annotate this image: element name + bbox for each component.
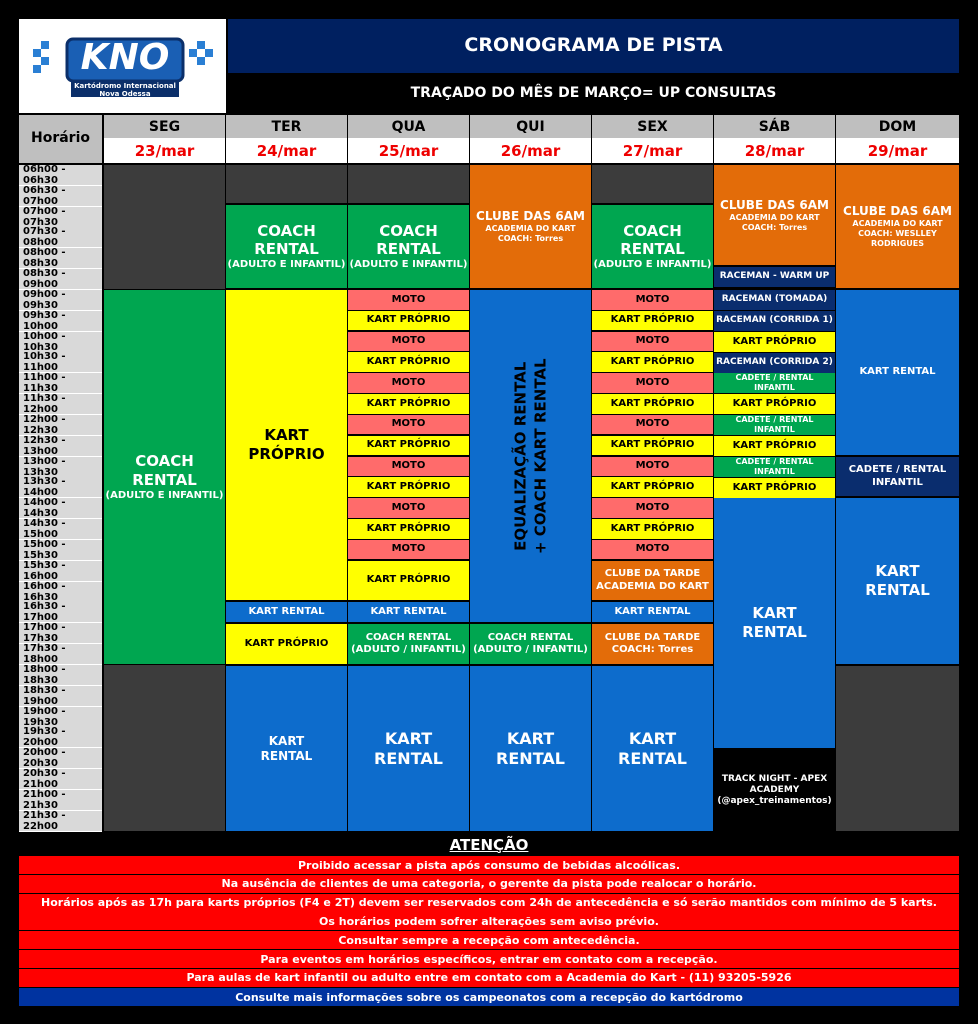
day-header-qui: QUI [470, 115, 591, 138]
sex-slot-kart-proprio: KART PRÓPRIO [592, 519, 713, 539]
time-slot: 07h00 - 07h30 [19, 207, 102, 228]
date-header-qua: 25/mar [348, 138, 469, 163]
time-slot: 15h30 - 16h00 [19, 561, 102, 582]
qua-slot-moto: MOTO [348, 332, 469, 352]
qua-kart-rental-evening: KART RENTAL [348, 666, 469, 831]
time-slot: 08h00 - 08h30 [19, 248, 102, 269]
sab-cadete-rental-infantil: CADETE / RENTAL INFANTIL [714, 373, 835, 393]
ter-kart-rental-evening: KART RENTAL [226, 666, 347, 831]
time-slot: 18h00 - 18h30 [19, 665, 102, 686]
time-slot: 08h30 - 09h00 [19, 269, 102, 290]
qua-slot-moto: MOTO [348, 457, 469, 477]
sab-raceman-corrida-2: RACEMAN (CORRIDA 2) [714, 353, 835, 373]
sab-raceman-warmup: RACEMAN - WARM UP [714, 267, 835, 287]
sex-kart-rental-evening: KART RENTAL [592, 666, 713, 831]
sex-slot-moto: MOTO [592, 498, 713, 518]
ter-early-empty [226, 165, 347, 203]
time-slot: 12h00 - 12h30 [19, 415, 102, 436]
sex-slot-moto: MOTO [592, 415, 713, 435]
sab-kart-proprio: KART PRÓPRIO [714, 436, 835, 456]
sex-slot-kart-proprio: KART PRÓPRIO [592, 477, 713, 497]
qua-slot-kart-proprio: KART PRÓPRIO [348, 436, 469, 456]
date-header-qui: 26/mar [470, 138, 591, 163]
time-slot: 09h00 - 09h30 [19, 290, 102, 311]
ter-coach-rental: COACH RENTAL (ADULTO E INFANTIL) [226, 205, 347, 288]
date-header-dom: 29/mar [836, 138, 959, 163]
qua-slot-kart-proprio: KART PRÓPRIO [348, 311, 469, 331]
sex-slot-moto: MOTO [592, 457, 713, 477]
time-slot: 13h30 - 14h00 [19, 477, 102, 498]
time-slot: 20h00 - 20h30 [19, 748, 102, 769]
time-slot: 19h00 - 19h30 [19, 707, 102, 728]
sab-cadete-rental-infantil: CADETE / RENTAL INFANTIL [714, 457, 835, 477]
time-slot: 16h30 - 17h00 [19, 602, 102, 623]
time-slot: 14h30 - 15h00 [19, 519, 102, 540]
time-slot: 09h30 - 10h00 [19, 311, 102, 332]
date-header-seg: 23/mar [104, 138, 225, 163]
time-slot: 20h30 - 21h00 [19, 769, 102, 790]
dom-clube-6am: CLUBE DAS 6AM ACADEMIA DO KART COACH: WESLLEY RODRIGUES [836, 165, 959, 288]
date-header-ter: 24/mar [226, 138, 347, 163]
sex-slot-moto: MOTO [592, 373, 713, 393]
sex-kart-rental-1630: KART RENTAL [592, 602, 713, 622]
time-slot: 18h30 - 19h00 [19, 686, 102, 707]
seg-coach-rental: COACH RENTAL (ADULTO E INFANTIL) [104, 290, 225, 664]
time-slot: 16h00 - 16h30 [19, 582, 102, 603]
sex-slot-kart-proprio: KART PRÓPRIO [592, 352, 713, 372]
time-slot: 12h30 - 13h00 [19, 436, 102, 457]
sex-slot-kart-proprio: KART PRÓPRIO [592, 311, 713, 331]
page-title: CRONOGRAMA DE PISTA [228, 19, 959, 73]
date-header-sab: 28/mar [714, 138, 835, 163]
day-header-seg: SEG [104, 115, 225, 138]
attention-line: Para aulas de kart infantil ou adulto entre em contato com a Academia do Kart - (11) 93205-5926 [19, 969, 959, 987]
day-header-sab: SÁB [714, 115, 835, 138]
attention-line: Proibido acessar a pista após consumo de bebidas alcoólicas. [19, 856, 959, 874]
attention-line: Na ausência de clientes de uma categoria, o gerente da pista pode realocar o horário. [19, 875, 959, 893]
sab-track-night: TRACK NIGHT - APEX ACADEMY (@apex_treinamentos) [714, 750, 835, 831]
sex-coach-rental: COACH RENTAL (ADULTO E INFANTIL) [592, 205, 713, 288]
qui-clube-6am: CLUBE DAS 6AM ACADEMIA DO KART COACH: Torres [470, 165, 591, 288]
dom-kart-rental-morning: KART RENTAL [836, 290, 959, 455]
qui-equalizacao-text: EQUALIZAÇÃO RENTAL + COACH KART RENTAL [511, 358, 550, 554]
time-slot: 11h30 - 12h00 [19, 394, 102, 415]
sex-clube-tarde: CLUBE DA TARDE ACADEMIA DO KART [592, 561, 713, 600]
attention-line: Para eventos em horários específicos, entrar em contato com a recepção. [19, 950, 959, 968]
sab-kart-proprio: KART PRÓPRIO [714, 394, 835, 414]
time-slot: 13h00 - 13h30 [19, 457, 102, 478]
seg-morning-empty [104, 165, 225, 289]
date-header-sex: 27/mar [592, 138, 713, 163]
dom-cadete-rental: CADETE / RENTAL INFANTIL [836, 457, 959, 496]
day-header-qua: QUA [348, 115, 469, 138]
attention-line: Os horários podem sofrer alterações sem aviso prévio. [19, 912, 959, 930]
time-slot: 17h30 - 18h00 [19, 644, 102, 665]
attention-footer: Consulte mais informações sobre os campeonatos com a recepção do kartódromo [19, 988, 959, 1006]
time-slot: 10h00 - 10h30 [19, 332, 102, 353]
sab-kart-proprio: KART PRÓPRIO [714, 332, 835, 352]
sab-clube-6am: CLUBE DAS 6AM ACADEMIA DO KART COACH: Torres [714, 165, 835, 265]
time-slot: 11h00 - 11h30 [19, 373, 102, 394]
sex-clube-tarde-17h: CLUBE DA TARDE COACH: Torres [592, 624, 713, 664]
attention-title: ATENÇÃO [449, 835, 529, 854]
logo-text: KNO [80, 37, 170, 78]
qua-kart-rental-1630: KART RENTAL [348, 602, 469, 622]
logo-subtitle-1: Kartódromo Internacional [74, 82, 176, 90]
logo-box [19, 19, 226, 113]
day-header-dom: DOM [836, 115, 959, 138]
time-slot: 06h30 - 07h00 [19, 186, 102, 207]
qua-slot-kart-proprio: KART PRÓPRIO [348, 352, 469, 372]
qua-slot-kart-proprio: KART PRÓPRIO [348, 519, 469, 539]
time-slot: 06h00 - 06h30 [19, 165, 102, 186]
dom-evening-empty [836, 666, 959, 831]
sex-slot-moto: MOTO [592, 540, 713, 560]
time-slot: 15h00 - 15h30 [19, 540, 102, 561]
time-slot: 19h30 - 20h00 [19, 727, 102, 748]
time-slot: 21h00 - 21h30 [19, 790, 102, 811]
qui-coach-rental-17h: COACH RENTAL (ADULTO / INFANTIL) [470, 624, 591, 664]
sex-slot-kart-proprio: KART PRÓPRIO [592, 394, 713, 414]
time-slot: 21h30 - 22h00 [19, 811, 102, 832]
ter-kart-rental-1630: KART RENTAL [226, 602, 347, 622]
logo-subtitle-2: Nova Odessa [99, 90, 151, 98]
qua-coach-rental-17h: COACH RENTAL (ADULTO / INFANTIL) [348, 624, 469, 664]
qua-slot-kart-proprio: KART PRÓPRIO [348, 394, 469, 414]
qua-slot-moto: MOTO [348, 415, 469, 435]
page-subtitle: TRAÇADO DO MÊS DE MARÇO= UP CONSULTAS [228, 75, 959, 113]
sex-slot-moto: MOTO [592, 332, 713, 352]
day-header-sex: SEX [592, 115, 713, 138]
qua-slot-moto: MOTO [348, 498, 469, 518]
qui-equalizacao [470, 290, 591, 622]
time-slot: 14h00 - 14h30 [19, 498, 102, 519]
sab-kart-rental-afternoon: KART RENTAL [714, 498, 835, 748]
ter-kart-proprio-17h: KART PRÓPRIO [226, 624, 347, 664]
qua-slot-moto: MOTO [348, 290, 469, 310]
day-header-ter: TER [226, 115, 347, 138]
qua-early-empty [348, 165, 469, 203]
dom-kart-rental-afternoon: KART RENTAL [836, 498, 959, 664]
qui-kart-rental-evening: KART RENTAL [470, 666, 591, 831]
qua-coach-rental: COACH RENTAL (ADULTO E INFANTIL) [348, 205, 469, 288]
sex-slot-moto: MOTO [592, 290, 713, 310]
qua-kart-proprio-1530: KART PRÓPRIO [348, 561, 469, 600]
sab-kart-proprio: KART PRÓPRIO [714, 478, 835, 498]
sab-cadete-rental-infantil: CADETE / RENTAL INFANTIL [714, 415, 835, 435]
qua-slot-moto: MOTO [348, 540, 469, 560]
seg-evening-empty [104, 665, 225, 831]
attention-line: Horários após as 17h para karts próprios (F4 e 2T) devem ser reservados com 24h de antecedência e só serão mantidos com mínimo de 5 karts. [19, 894, 959, 912]
time-slot: 07h30 - 08h00 [19, 227, 102, 248]
qua-slot-kart-proprio: KART PRÓPRIO [348, 477, 469, 497]
attention-line: Consultar sempre a recepção com antecedência. [19, 931, 959, 949]
qua-slot-moto: MOTO [348, 373, 469, 393]
ter-kart-proprio: KART PRÓPRIO [226, 290, 347, 600]
sab-raceman-tomada: RACEMAN (TOMADA) [714, 290, 835, 310]
sex-slot-kart-proprio: KART PRÓPRIO [592, 436, 713, 456]
time-slot: 10h30 - 11h00 [19, 352, 102, 373]
horario-header: Horário [19, 115, 102, 163]
sex-early-empty [592, 165, 713, 203]
sab-raceman-corrida-1: RACEMAN (CORRIDA 1) [714, 311, 835, 331]
time-slot: 17h00 - 17h30 [19, 623, 102, 644]
